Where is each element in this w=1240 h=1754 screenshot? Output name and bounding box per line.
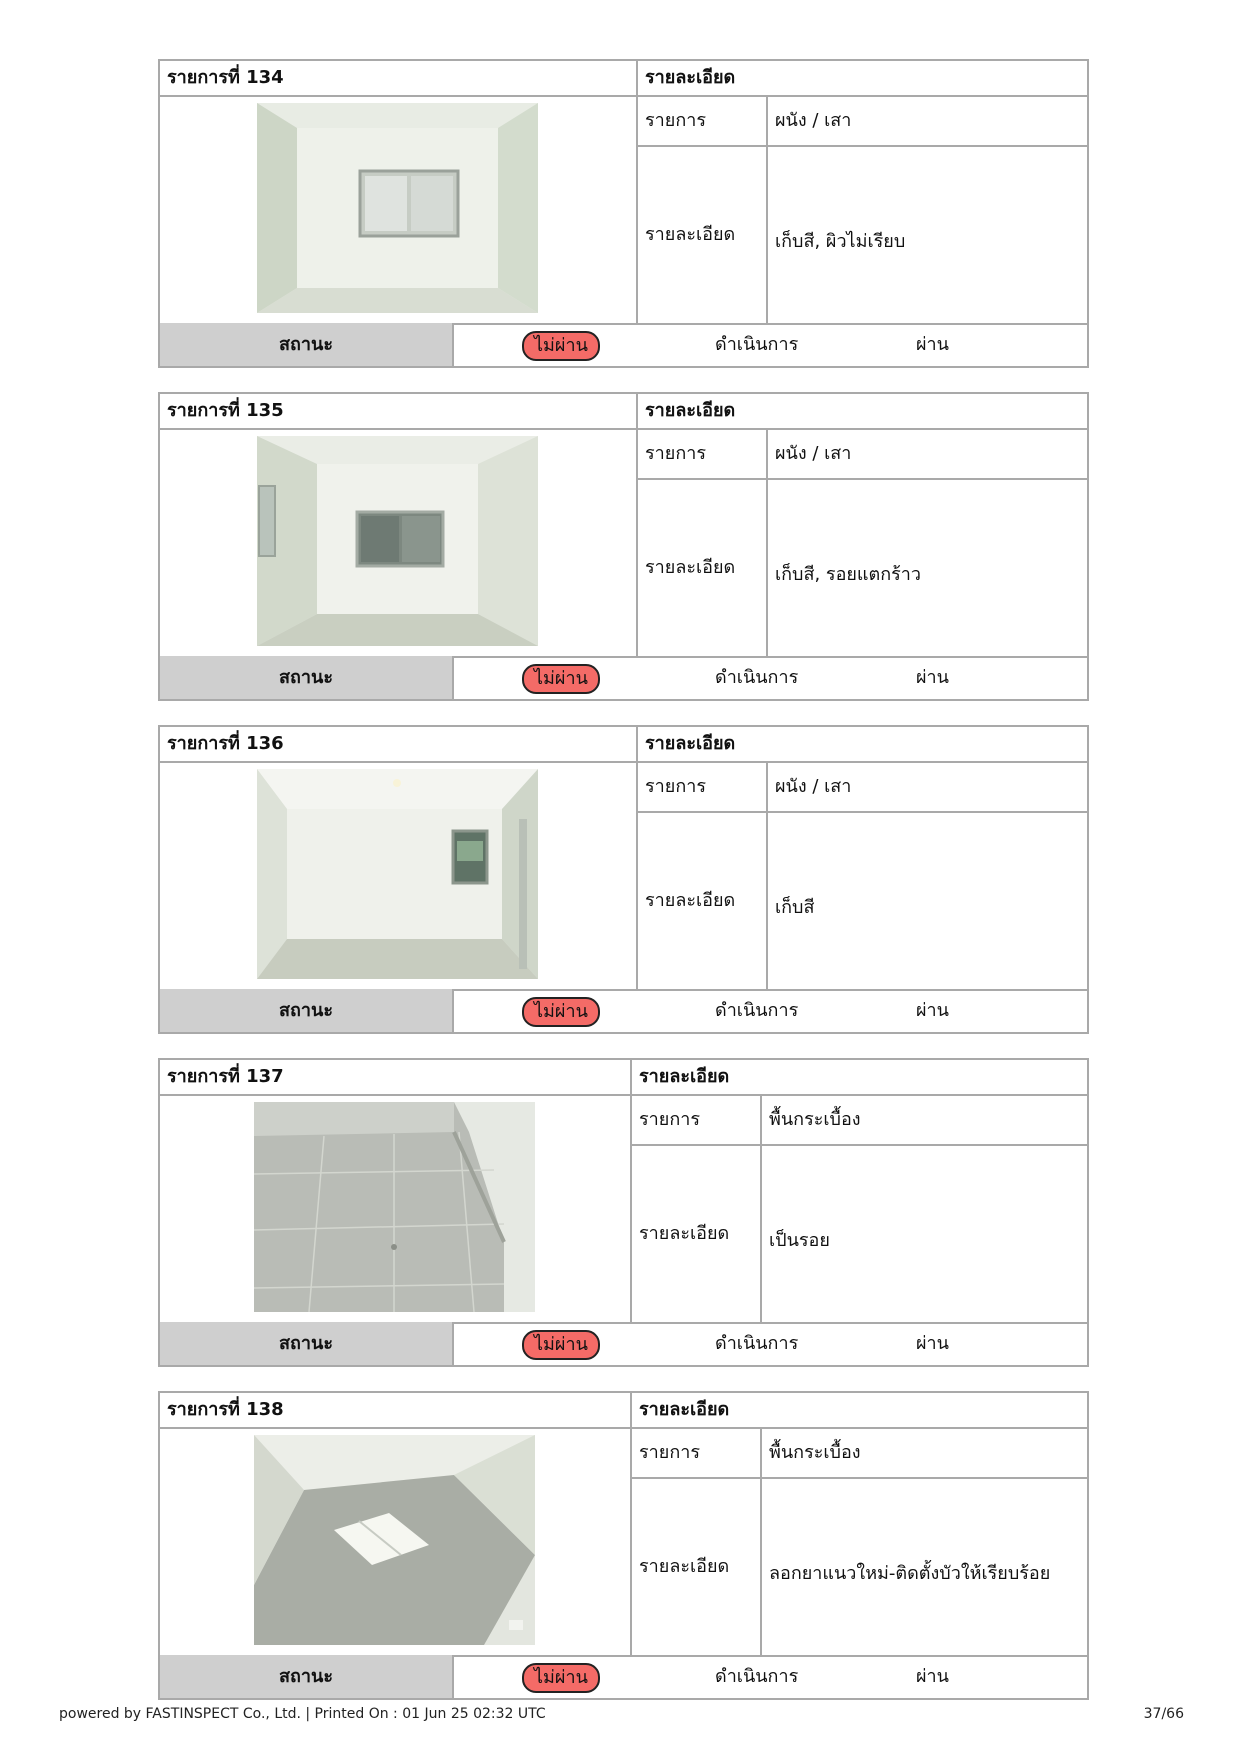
item-photo[interactable]: [257, 436, 538, 646]
detail-label: รายละเอียด: [645, 557, 736, 578]
detail-value: เก็บสี, ผิวไม่เรียบ: [775, 231, 906, 252]
item-label: รายการ: [645, 110, 706, 131]
item-header: รายการที่ 135: [167, 400, 284, 421]
status-pass[interactable]: ผ่าน: [916, 334, 949, 355]
item-photo[interactable]: [254, 1435, 535, 1645]
detail-label: รายละเอียด: [645, 890, 736, 911]
status-label: สถานะ: [160, 323, 452, 366]
status-row: [160, 323, 1087, 366]
inspection-item-134: [158, 59, 1089, 368]
status-in-progress[interactable]: ดำเนินการ: [715, 1333, 799, 1354]
item-photo[interactable]: [257, 103, 538, 313]
item-label: รายการ: [639, 1109, 700, 1130]
detail-label: รายละเอียด: [639, 1556, 730, 1577]
item-header: รายการที่ 136: [167, 733, 284, 754]
item-photo[interactable]: [257, 769, 538, 979]
status-row: [160, 656, 1087, 699]
status-row: [160, 989, 1087, 1032]
item-header: รายการที่ 134: [167, 67, 284, 88]
status-fail-badge[interactable]: ไม่ผ่าน: [522, 331, 600, 361]
detail-value: เก็บสี, รอยแตกร้าว: [775, 564, 922, 585]
status-fail-badge[interactable]: ไม่ผ่าน: [522, 664, 600, 694]
status-label: สถานะ: [160, 656, 452, 699]
item-header: รายการที่ 137: [167, 1066, 284, 1087]
status-row: [160, 1322, 1087, 1365]
detail-label: รายละเอียด: [645, 224, 736, 245]
status-row: [160, 1655, 1087, 1698]
details-header: รายละเอียด: [639, 1066, 730, 1087]
status-in-progress[interactable]: ดำเนินการ: [715, 1000, 799, 1021]
detail-value: เป็นรอย: [769, 1230, 830, 1251]
status-in-progress[interactable]: ดำเนินการ: [715, 1666, 799, 1687]
details-header: รายละเอียด: [645, 67, 736, 88]
status-label: สถานะ: [160, 1655, 452, 1698]
inspection-item-135: [158, 392, 1089, 701]
status-fail-badge[interactable]: ไม่ผ่าน: [522, 997, 600, 1027]
status-fail-badge[interactable]: ไม่ผ่าน: [522, 1663, 600, 1693]
detail-value: ลอกยาแนวใหม่-ติดตั้งบัวให้เรียบร้อย: [769, 1563, 1051, 1584]
footer-printed-info: powered by FASTINSPECT Co., Ltd. | Printed On : 01 Jun 25 02:32 UTC: [59, 1706, 546, 1722]
item-value: ผนัง / เสา: [775, 776, 852, 797]
item-photo[interactable]: [254, 1102, 535, 1312]
details-header: รายละเอียด: [645, 733, 736, 754]
inspection-item-137: [158, 1058, 1089, 1367]
status-pass[interactable]: ผ่าน: [916, 1000, 949, 1021]
status-pass[interactable]: ผ่าน: [916, 1666, 949, 1687]
item-label: รายการ: [645, 443, 706, 464]
status-in-progress[interactable]: ดำเนินการ: [715, 667, 799, 688]
item-value: พื้นกระเบื้อง: [769, 1109, 861, 1130]
item-value: ผนัง / เสา: [775, 110, 852, 131]
status-in-progress[interactable]: ดำเนินการ: [715, 334, 799, 355]
details-header: รายละเอียด: [645, 400, 736, 421]
detail-value: เก็บสี: [775, 897, 815, 918]
status-label: สถานะ: [160, 989, 452, 1032]
details-header: รายละเอียด: [639, 1399, 730, 1420]
status-pass[interactable]: ผ่าน: [916, 667, 949, 688]
footer-page-number: 37/66: [1143, 1706, 1184, 1722]
detail-label: รายละเอียด: [639, 1223, 730, 1244]
item-header: รายการที่ 138: [167, 1399, 284, 1420]
inspection-item-136: [158, 725, 1089, 1034]
item-value: ผนัง / เสา: [775, 443, 852, 464]
status-label: สถานะ: [160, 1322, 452, 1365]
item-label: รายการ: [645, 776, 706, 797]
item-label: รายการ: [639, 1442, 700, 1463]
inspection-item-138: [158, 1391, 1089, 1700]
item-value: พื้นกระเบื้อง: [769, 1442, 861, 1463]
status-pass[interactable]: ผ่าน: [916, 1333, 949, 1354]
status-fail-badge[interactable]: ไม่ผ่าน: [522, 1330, 600, 1360]
